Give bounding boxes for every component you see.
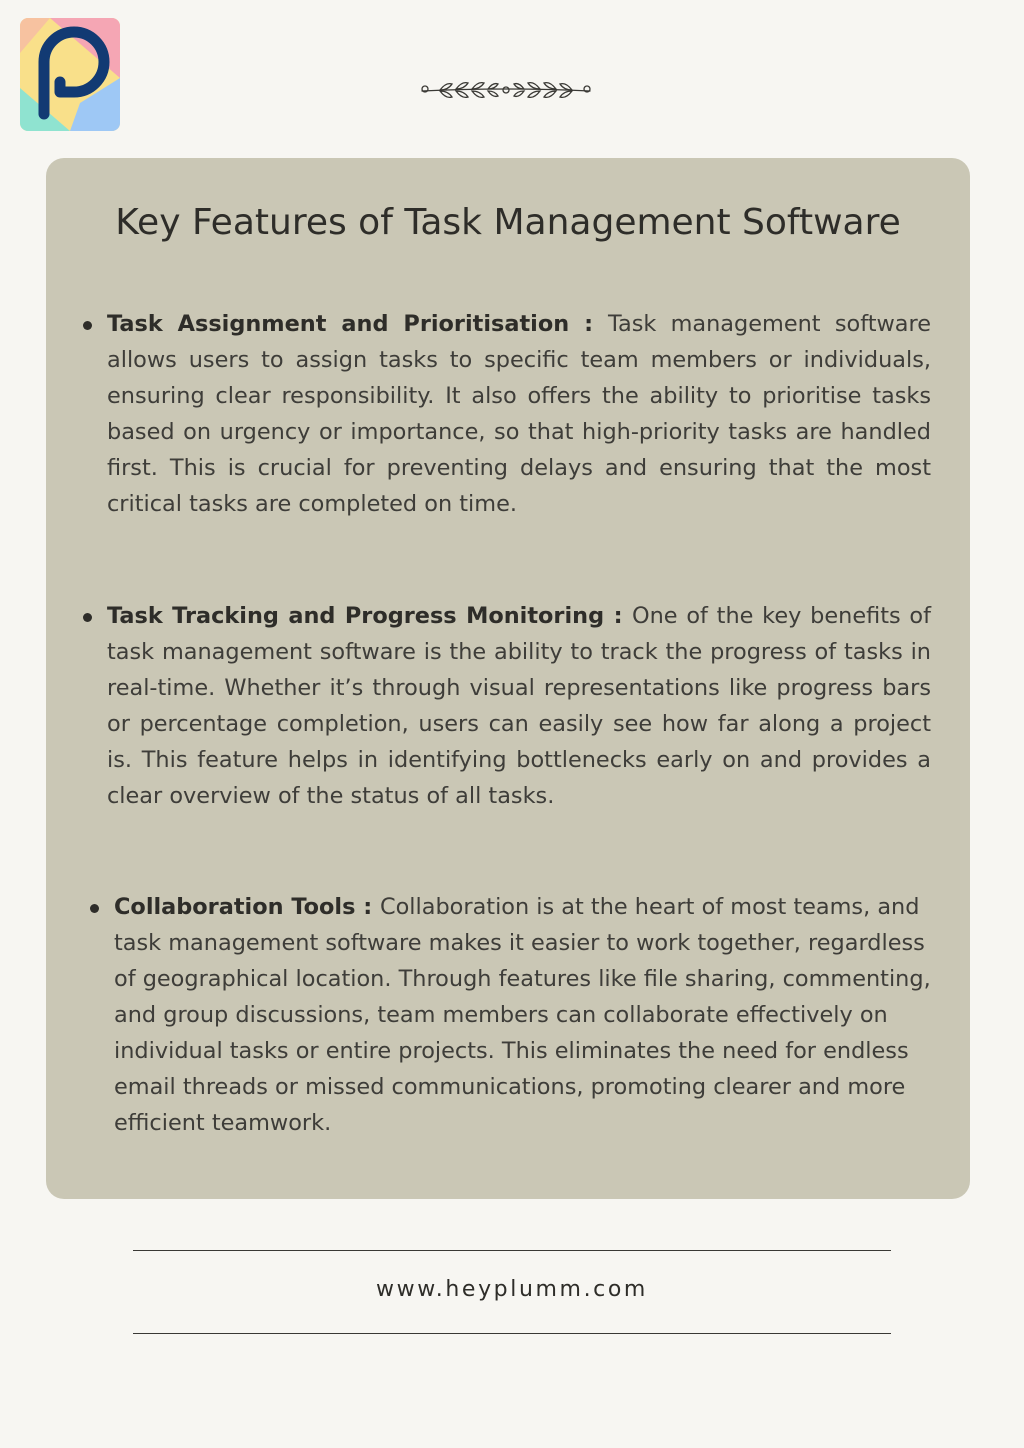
logo bbox=[20, 18, 120, 131]
features-card bbox=[46, 158, 970, 1199]
bullet-icon bbox=[83, 321, 92, 330]
footer-divider-top bbox=[133, 1250, 891, 1251]
footer-divider-bottom bbox=[133, 1333, 891, 1334]
feature-item-collaboration-tools bbox=[114, 889, 940, 1141]
floral-divider-icon bbox=[418, 72, 594, 110]
page-title: Key Features of Task Management Software bbox=[115, 202, 901, 243]
feature-item-task-assignment bbox=[107, 306, 931, 522]
feature-heading: Task Assignment and Prioritisation : bbox=[107, 311, 608, 337]
feature-heading: Collaboration Tools : bbox=[114, 894, 380, 920]
feature-body: Collaboration is at the heart of most teams, and task management software makes it easier to work together, regardless of geographical location. Through features like file sharing, commenting, and group discussions, team members can collaborate effectively on individual tasks or entire projects. This eliminates the need for endless email threads or missed communications, promoting clearer and more efficient teamwork. bbox=[114, 894, 931, 1136]
feature-heading: Task Tracking and Progress Monitoring : bbox=[107, 603, 632, 629]
plumm-logo-icon bbox=[20, 18, 120, 131]
bullet-icon bbox=[83, 613, 92, 622]
footer-website-link[interactable]: www.heyplumm.com bbox=[376, 1277, 648, 1302]
floral-divider bbox=[418, 72, 594, 110]
feature-item-task-tracking bbox=[107, 598, 931, 814]
feature-body: Task management software allows users to assign tasks to specific team members or individuals, ensuring clear responsibility. It also offers the ability to prioritise tasks based on urgency or importance, so that high-priority tasks are handled first. This is crucial for preventing delays and ensuring that the most critical tasks are completed on time. bbox=[107, 311, 931, 517]
bullet-icon bbox=[90, 904, 99, 913]
feature-body: One of the key benefits of task management software is the ability to track the progress of tasks in real-time. Whether it’s through visual representations like progress bars or percentage completion, users can easily see how far along a project is. This feature helps in identifying bottlenecks early on and provides a clear overview of the status of all tasks. bbox=[107, 603, 931, 809]
